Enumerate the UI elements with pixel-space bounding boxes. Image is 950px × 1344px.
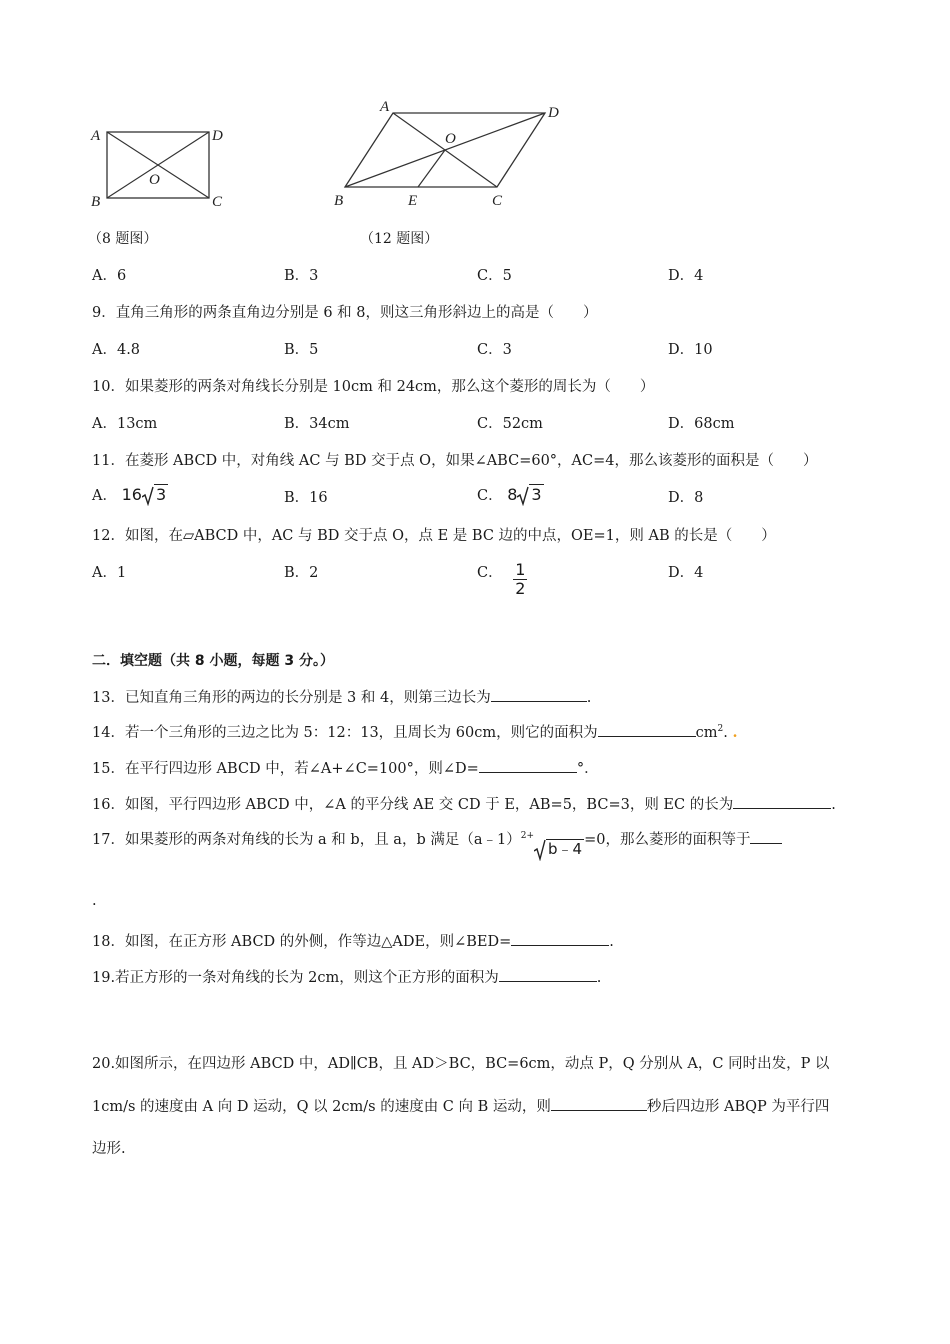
- q10-option-d: D．68cm: [668, 416, 735, 432]
- q17-text: 17．如果菱形的两条对角线的长为 a 和 b，且 a，b 满足（a﹣1）: [92, 832, 521, 848]
- q10-option-a: A．13cm: [92, 416, 158, 432]
- label-e: E: [408, 193, 418, 209]
- q12-option-c-prefix: C．: [477, 565, 503, 581]
- q11-option-a-prefix: A．: [92, 488, 117, 504]
- q9-option-a: A．4.8: [92, 342, 141, 358]
- q20-text: 1cm/s 的速度由 A 向 D 运动，Q 以 2cm/s 的速度由 C 向 B 运动，则: [92, 1099, 551, 1115]
- q12-text: 12．如图，在▱ABCD 中，AC 与 BD 交于点 O，点 E 是 BC 边的中点，OE=1，则 AB 的长是（ ）: [92, 528, 776, 544]
- q11-text: 11．在菱形 ABCD 中，对角线 AC 与 BD 交于点 O，如果∠ABC=60°，AC=4，那么该菱形的面积是（ ）: [92, 453, 818, 469]
- label-c: C: [492, 193, 503, 209]
- q12-option-c: [477, 561, 527, 598]
- q18-end: .: [609, 934, 614, 950]
- q11-option-c: [477, 484, 544, 505]
- q17-plus: +: [526, 831, 534, 841]
- q15-answer-blank[interactable]: [479, 758, 577, 773]
- label-o: O: [149, 172, 160, 188]
- q10-text: 10．如果菱形的两条对角线长分别是 10cm 和 24cm，那么这个菱形的周长为（ ）: [92, 379, 655, 395]
- q9-option-b: B．5: [284, 342, 319, 358]
- q11-option-a-radical: [142, 485, 168, 504]
- q19-answer-blank[interactable]: [499, 967, 597, 982]
- q13: [92, 686, 591, 707]
- q9-option-c: C．3: [477, 342, 512, 358]
- label-a: A: [380, 99, 390, 115]
- q11-option-a-coef: 16: [121, 485, 142, 504]
- q12-option-d: D．4: [668, 565, 704, 581]
- q12-option-c-fraction: [513, 561, 527, 598]
- q8-option-d: D．4: [668, 268, 704, 284]
- q17-radicand: b﹣4: [548, 840, 583, 858]
- figure-12-parallelogram: [330, 95, 575, 215]
- q20-line-1: 20.如图所示，在四边形 ABCD 中，AD∥CB，且 AD＞BC，BC=6cm，动点 P，Q 分别从 A，C 同时出发，P 以: [92, 1056, 830, 1072]
- q13-answer-blank[interactable]: [491, 687, 587, 702]
- q8-option-a: A．6: [92, 268, 127, 284]
- q16-answer-blank[interactable]: [733, 794, 831, 809]
- q11-option-b: B．16: [284, 490, 328, 506]
- q11-option-c-radical: [517, 485, 543, 504]
- q14-end: .: [723, 725, 728, 741]
- q11-option-a-radicand: 3: [155, 485, 167, 504]
- label-c: C: [212, 194, 223, 210]
- label-o: O: [445, 131, 456, 147]
- q11-option-c-radicand: 3: [531, 485, 542, 504]
- q12-option-a: A．1: [92, 565, 127, 581]
- q15: [92, 757, 599, 778]
- label-d: D: [548, 105, 559, 121]
- q14-answer-blank[interactable]: [598, 722, 696, 737]
- q8-option-c: C．5: [477, 268, 512, 284]
- figure-8-caption: （8 题图）: [88, 231, 158, 247]
- q20-line-2: [92, 1095, 829, 1116]
- q20-text-2: 秒后四边形 ABQP 为平行四: [646, 1099, 830, 1115]
- q19-end: .: [596, 970, 602, 986]
- q18-answer-blank[interactable]: [511, 931, 609, 946]
- label-a: A: [91, 128, 101, 144]
- q11-option-c-prefix: C．: [477, 488, 503, 504]
- q17-text-2: =0，那么菱形的面积等于: [584, 832, 751, 848]
- label-d: D: [212, 128, 223, 144]
- q16-text: 16．如图，平行四边形 ABCD 中，∠A 的平分线 AE 交 CD 于 E，AB=5，BC=3，则 EC 的长为: [92, 797, 734, 813]
- q19: [92, 966, 601, 987]
- q14-text: 14．若一个三角形的三边之比为 5：12：13，且周长为 60cm，则它的面积为: [92, 725, 598, 741]
- q16: [92, 793, 836, 814]
- q15-text: 15．在平行四边形 ABCD 中，若∠A+∠C=100°，则∠D=: [92, 761, 479, 777]
- label-b: B: [91, 194, 101, 210]
- fraction-denominator: 2: [515, 579, 526, 598]
- q17-radical: [534, 838, 584, 859]
- q8-option-b: B．3: [284, 268, 319, 284]
- q17-line-2: .: [92, 893, 97, 909]
- q12-option-b: B．2: [284, 565, 319, 581]
- q18-text: 18．如图，在正方形 ABCD 的外侧，作等边△ADE，则∠BED=: [92, 934, 512, 950]
- q9-option-d: D．10: [668, 342, 713, 358]
- q18: [92, 930, 614, 951]
- q17-exponent: 2: [520, 831, 527, 841]
- q11-option-c-coef: 8: [507, 485, 518, 504]
- q11-option-d: D．8: [668, 490, 704, 506]
- q10-option-b: B．34cm: [284, 416, 350, 432]
- q10-option-c: C．52cm: [477, 416, 543, 432]
- q14-unit: cm: [695, 725, 718, 741]
- q17-answer-blank[interactable]: [750, 829, 782, 844]
- section-2-title: 二．填空题（共 8 小题，每题 3 分。）: [92, 653, 334, 669]
- q20-line-3: 边形.: [92, 1141, 126, 1157]
- q14-unit-exponent: 2: [717, 724, 724, 734]
- q14-mark: .: [732, 724, 738, 741]
- q16-end: .: [831, 797, 836, 813]
- fraction-numerator: 1: [515, 560, 526, 579]
- figure-12-caption: （12 题图）: [360, 231, 439, 247]
- figure-8-rectangle: [85, 120, 235, 215]
- q13-text: 13．已知直角三角形的两边的长分别是 3 和 4，则第三边长为: [92, 690, 491, 706]
- q13-end: .: [586, 690, 592, 706]
- q14: [92, 721, 738, 742]
- q9-text: 9．直角三角形的两条直角边分别是 6 和 8，则这三角形斜边上的高是（ ）: [92, 305, 598, 321]
- label-b: B: [334, 193, 344, 209]
- q19-text: 19.若正方形的一条对角线的长为 2cm，则这个正方形的面积为: [92, 970, 499, 986]
- q15-end: °．: [576, 761, 599, 777]
- q20-answer-blank[interactable]: [551, 1096, 647, 1111]
- q11-option-a: [92, 484, 168, 505]
- q17: [92, 828, 782, 859]
